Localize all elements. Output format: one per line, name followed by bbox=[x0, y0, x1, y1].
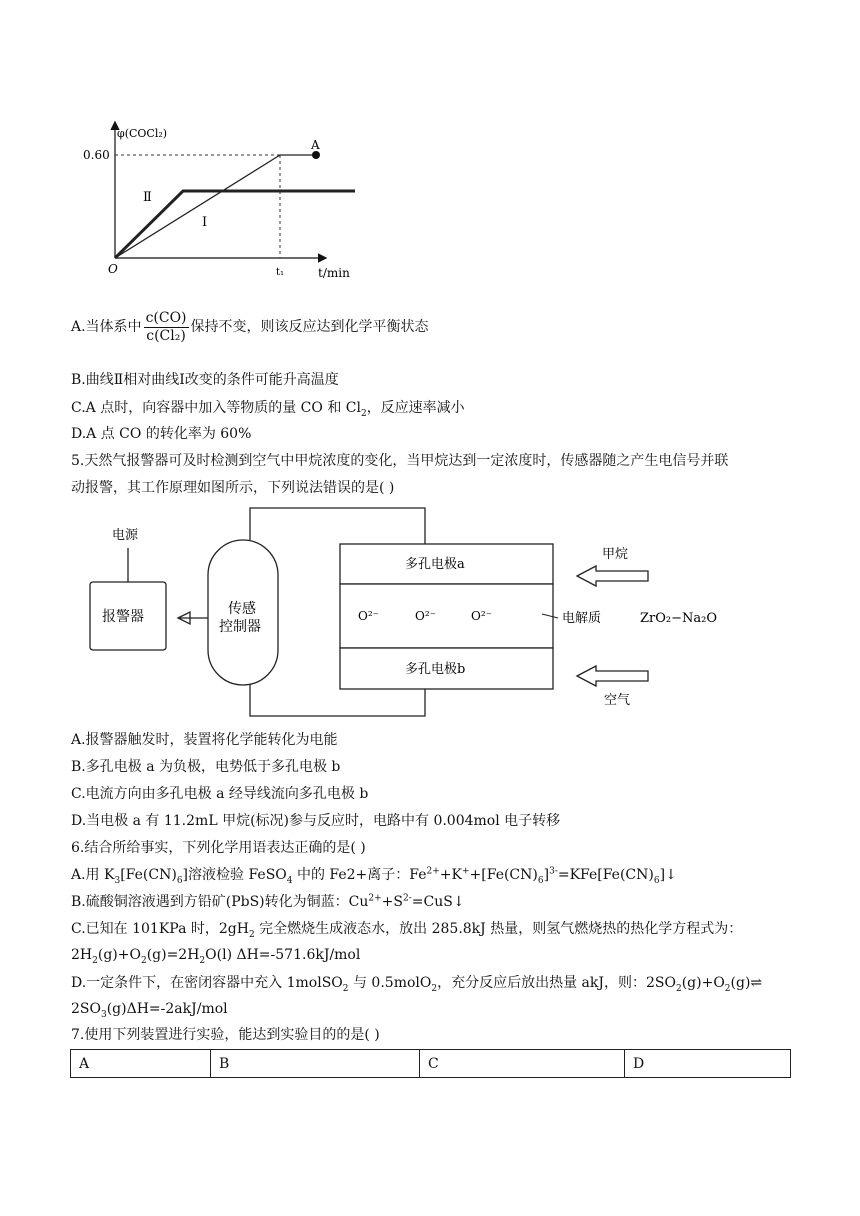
gas-alarm-diagram bbox=[80, 500, 760, 722]
alarm-label: 报警器 bbox=[102, 609, 144, 625]
top-wire bbox=[250, 508, 425, 544]
q6-option-d-equation: $2SO_3(g)\Delta H=-2akJ$/mol bbox=[71, 1001, 228, 1020]
sensor-label-2: 控制器 bbox=[219, 619, 261, 635]
option-cell-c: C bbox=[420, 1050, 625, 1078]
methane-label: 甲烷 bbox=[602, 547, 629, 562]
y-tick-label: 0.60 bbox=[83, 148, 110, 162]
electrolyte-formula: ZrO₂−Na₂O bbox=[640, 611, 718, 626]
air-label: 空气 bbox=[604, 693, 631, 708]
electrolyte-label: 电解质 bbox=[562, 611, 602, 626]
option-cell-d: D bbox=[625, 1050, 791, 1078]
q6-option-c: C.已知在 101KPa 时，$2gH_2$ 完全燃烧生成液态水，放出 285.8kJ 热量，则氢气燃烧热的热化学方程式为： bbox=[71, 921, 743, 940]
q5-stem-line-1: 5.天然气报警器可及时检测到空气中甲烷浓度的变化，当甲烷达到一定浓度时，传感器随之产生电信号并联 bbox=[71, 453, 729, 469]
q5-option-d: D.当电极 a 有 11.2mL 甲烷(标况)参与反应时，电路中有 0.004mol 电子转移 bbox=[71, 813, 561, 829]
sensor-label-1: 传感 bbox=[228, 601, 256, 617]
power-label: 电源 bbox=[112, 528, 139, 543]
oxide-ion-1: O²⁻ bbox=[358, 609, 379, 623]
option-cell-b: B bbox=[211, 1050, 420, 1078]
point-a-marker bbox=[312, 151, 320, 159]
q6-stem: 6.结合所给事实，下列化学用语表达正确的是( ) bbox=[71, 840, 366, 856]
table-row bbox=[71, 1050, 791, 1078]
curve-2-label: Ⅱ bbox=[143, 190, 152, 205]
equilibrium-graph bbox=[70, 115, 370, 290]
q7-stem: 7.使用下列装置进行实验，能达到实验目的的是( ) bbox=[71, 1027, 380, 1043]
q5-option-b: B.多孔电极 a 为负极，电势低于多孔电极 b bbox=[71, 759, 341, 775]
q7-options-table bbox=[70, 1049, 791, 1078]
q6-option-a: A.用 $K_3[Fe(CN)_6]$溶液检验 FeSO$_4$ 中的 Fe2+离子：$Fe^{2+}+K^++[Fe(CN)_6]^{3-}=KFe[Fe(CN)_6]↓$ bbox=[71, 866, 677, 886]
x-axis-label: t/min bbox=[318, 266, 350, 280]
q4-option-a: A.当体系中 $\frac{c(CO)}{\text{c(Cl₂)}}$ 保持不变，则该反应达到化学平衡状态 bbox=[71, 309, 429, 344]
electrode-a-label: 多孔电极a bbox=[405, 557, 465, 572]
y-axis-label: φ(COCl₂) bbox=[117, 127, 168, 140]
t1-label: t₁ bbox=[276, 267, 285, 278]
q4-option-d: D.A 点 CO 的转化率为 60% bbox=[71, 426, 252, 442]
curve-1 bbox=[115, 155, 316, 258]
electrode-b-label: 多孔电极b bbox=[405, 662, 466, 677]
q4-option-b: B.曲线Ⅱ相对曲线Ⅰ改变的条件可能升高温度 bbox=[71, 372, 339, 388]
q6-option-c-equation: $2H_2(g)+O_2(g)=2H_2O(l)$ ΔH=-571.6kJ/mol bbox=[71, 947, 361, 966]
q6-option-d: D.一定条件下，在密闭容器中充入 1molSO$_2$ 与 0.5molO$_2$，充分反应后放出热量 akJ，则：$2SO_2(g)+O_2(g)\rightleftharpoons$ bbox=[71, 975, 763, 994]
q5-option-c: C.电流方向由多孔电极 a 经导线流向多孔电极 b bbox=[71, 786, 369, 802]
concentration-ratio: $\frac{c(CO)}{\text{c(Cl₂)}}$ bbox=[145, 309, 187, 344]
origin-label: O bbox=[108, 262, 118, 276]
point-a-label: A bbox=[311, 138, 320, 152]
q6-option-b: B.硫酸铜溶液遇到方铅矿(PbS)转化为铜蓝：$Cu^{2+}+S^{2-}=CuS↓$ bbox=[71, 893, 465, 910]
q5-option-a: A.报警器触发时，装置将化学能转化为电能 bbox=[71, 732, 338, 748]
q5-stem-line-2: 动报警，其工作原理如图所示，下列说法错误的是( ) bbox=[71, 480, 395, 496]
q4-option-c: C.A 点时，向容器中加入等物质的量 CO 和 $Cl_2$，反应速率减小 bbox=[71, 400, 465, 419]
option-cell-a: A bbox=[71, 1050, 211, 1078]
oxide-ion-3: O²⁻ bbox=[471, 609, 492, 623]
air-arrow bbox=[577, 666, 648, 686]
curve-1-label: Ⅰ bbox=[202, 215, 208, 230]
oxide-ion-2: O²⁻ bbox=[415, 609, 436, 623]
methane-arrow bbox=[577, 566, 648, 586]
